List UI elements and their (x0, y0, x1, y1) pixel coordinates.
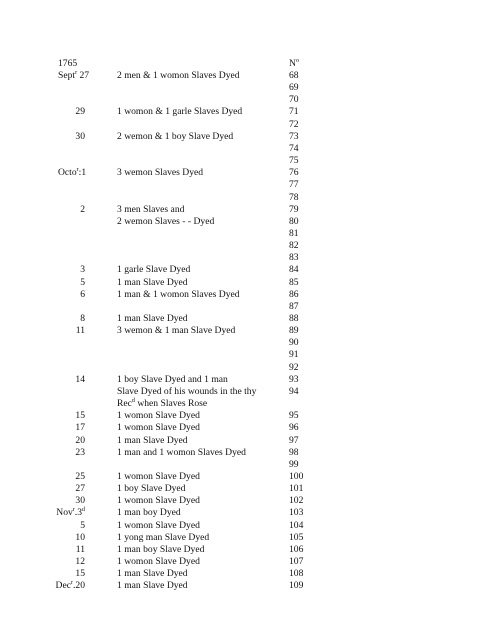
entry-date: Dec$^r$.20 (55, 580, 85, 591)
ledger-line (0, 167, 495, 179)
ledger-line (0, 483, 495, 495)
entry-description: 1 yong man Slave Dyed (117, 532, 210, 543)
entry-date: 23 (75, 447, 85, 458)
entry-number: 82 (289, 240, 299, 251)
entry-number: 72 (289, 119, 299, 130)
entry-date: 14 (75, 374, 85, 385)
entry-number: 92 (289, 362, 299, 373)
ledger-line (0, 568, 495, 580)
entry-description: 1 womon Slave Dyed (117, 495, 200, 506)
entry-number: 101 (289, 483, 304, 494)
entry-number: 107 (289, 556, 304, 567)
ledger-line (0, 82, 495, 94)
ledger-line (0, 349, 495, 361)
entry-description: 2 wemon & 1 boy Slave Dyed (117, 131, 234, 142)
ledger-line (0, 386, 495, 398)
entry-description: 1 man boy Slave Dyed (117, 544, 205, 555)
entry-number: 76 (289, 167, 299, 178)
entry-description: Slave Dyed of his wounds in the thy (117, 386, 257, 397)
entry-date: 5 (80, 520, 85, 531)
entry-number: 108 (289, 568, 304, 579)
entry-description: 1 man & 1 womon Slaves Dyed (117, 289, 240, 300)
ledger-line (0, 447, 495, 459)
entry-number: 74 (289, 143, 299, 154)
entry-description: 3 wemon Slaves Dyed (117, 167, 204, 178)
entry-description: 2 men & 1 womon Slaves Dyed (117, 70, 240, 81)
ledger-header (0, 58, 495, 70)
ledger-line (0, 422, 495, 434)
entry-number: 96 (289, 422, 299, 433)
ledger-line (0, 398, 495, 410)
entry-date: 30 (75, 495, 85, 506)
entry-description: 1 garle Slave Dyed (117, 264, 191, 275)
entry-number: 68 (289, 70, 299, 81)
number-column-heading: $N^o$ (289, 58, 299, 69)
ledger-line (0, 313, 495, 325)
entry-date: 6 (80, 289, 85, 300)
entry-number: 85 (289, 277, 299, 288)
entry-number: 75 (289, 155, 299, 166)
entry-description: 1 womon Slave Dyed (117, 410, 200, 421)
entry-number: 105 (289, 532, 304, 543)
entry-description: 1 womon Slave Dyed (117, 471, 200, 482)
entry-number: 81 (289, 228, 299, 239)
entry-date: 10 (75, 532, 85, 543)
ledger-line (0, 495, 495, 507)
ledger-line (0, 216, 495, 228)
entry-number: 80 (289, 216, 299, 227)
entry-number: 77 (289, 179, 299, 190)
entry-description: 1 man Slave Dyed (117, 580, 188, 591)
entry-number: 78 (289, 192, 299, 203)
ledger-line (0, 362, 495, 374)
entry-description: 1 man Slave Dyed (117, 435, 188, 446)
ledger-line (0, 94, 495, 106)
entry-date: 20 (75, 435, 85, 446)
entry-date: 11 (75, 325, 85, 336)
entry-description: 3 men Slaves and (117, 204, 185, 215)
ledger-line (0, 435, 495, 447)
entry-number: 79 (289, 204, 299, 215)
entry-number: 73 (289, 131, 299, 142)
ledger-line (0, 337, 495, 349)
entry-number: 106 (289, 544, 304, 555)
ledger-line (0, 228, 495, 240)
entry-number: 70 (289, 94, 299, 105)
entry-number: 87 (289, 301, 299, 312)
ledger-line (0, 301, 495, 313)
entry-date: 15 (75, 410, 85, 421)
entry-date: Sept$^r$ 27 (58, 70, 90, 81)
entry-number: 104 (289, 520, 304, 531)
ledger-line (0, 131, 495, 143)
entry-description: Rec$^d$ when Slaves Rose (117, 398, 208, 409)
entry-description: 1 womon & 1 garle Slaves Dyed (117, 106, 243, 117)
entry-number: 84 (289, 264, 299, 275)
entry-number: 89 (289, 325, 299, 336)
ledger-line (0, 106, 495, 118)
entry-date: 11 (75, 544, 85, 555)
entry-description: 2 wemon Slaves - - Dyed (117, 216, 215, 227)
ledger-line (0, 325, 495, 337)
entry-description: 1 man Slave Dyed (117, 277, 188, 288)
ledger-line (0, 143, 495, 155)
ledger-line (0, 532, 495, 544)
ledger-line (0, 264, 495, 276)
entry-description: 1 man boy Dyed (117, 507, 181, 518)
entry-date: 25 (75, 471, 85, 482)
entry-description: 1 boy Slave Dyed (117, 483, 186, 494)
entry-description: 1 womon Slave Dyed (117, 520, 200, 531)
entry-description: 1 womon Slave Dyed (117, 556, 200, 567)
entry-number: 100 (289, 471, 304, 482)
entry-number: 83 (289, 252, 299, 263)
entry-number: 103 (289, 507, 304, 518)
entry-date: 29 (75, 106, 85, 117)
ledger-line (0, 459, 495, 471)
ledger-line (0, 471, 495, 483)
entry-number: 109 (289, 580, 304, 591)
entry-description: 1 man and 1 womon Slaves Dyed (117, 447, 246, 458)
ledger-line (0, 374, 495, 386)
entry-number: 98 (289, 447, 299, 458)
ledger-line (0, 544, 495, 556)
ledger-line (0, 556, 495, 568)
entry-number: 97 (289, 435, 299, 446)
entry-number: 99 (289, 459, 299, 470)
entry-number: 86 (289, 289, 299, 300)
ledger-line (0, 179, 495, 191)
entry-date: 12 (75, 556, 85, 567)
entry-description: 3 wemon & 1 man Slave Dyed (117, 325, 236, 336)
entry-number: 95 (289, 410, 299, 421)
year-label: 1765 (58, 58, 78, 69)
entry-number: 91 (289, 349, 299, 360)
ledger-line (0, 192, 495, 204)
entry-description: 1 boy Slave Dyed and 1 man (117, 374, 228, 385)
entry-number: 102 (289, 495, 304, 506)
ledger-line (0, 240, 495, 252)
entry-date: 2 (80, 204, 85, 215)
entry-date: Octo$^r$:1 (58, 167, 87, 178)
entry-date: 17 (75, 422, 85, 433)
entry-number: 69 (289, 82, 299, 93)
entry-description: 1 man Slave Dyed (117, 313, 188, 324)
entry-date: 15 (75, 568, 85, 579)
ledger-line (0, 119, 495, 131)
ledger-line (0, 155, 495, 167)
entry-date: 27 (75, 483, 85, 494)
entry-date: 8 (80, 313, 85, 324)
entry-number: 93 (289, 374, 299, 385)
ledger-line (0, 289, 495, 301)
entry-number: 71 (289, 106, 299, 117)
entry-description: 1 womon Slave Dyed (117, 422, 200, 433)
ledger-line (0, 410, 495, 422)
entry-date: 30 (75, 131, 85, 142)
ledger-line (0, 204, 495, 216)
ledger-line (0, 277, 495, 289)
entry-number: 94 (289, 386, 299, 397)
ledger-line (0, 70, 495, 82)
ledger-line (0, 580, 495, 592)
ledger-line (0, 520, 495, 532)
entry-date: 5 (80, 277, 85, 288)
ledger-line (0, 507, 495, 519)
entry-date: 3 (80, 264, 85, 275)
entry-number: 88 (289, 313, 299, 324)
ledger-line (0, 252, 495, 264)
entry-number: 90 (289, 337, 299, 348)
entry-description: 1 man Slave Dyed (117, 568, 188, 579)
entry-date: Nov$^r$.3$^d$ (56, 507, 85, 518)
